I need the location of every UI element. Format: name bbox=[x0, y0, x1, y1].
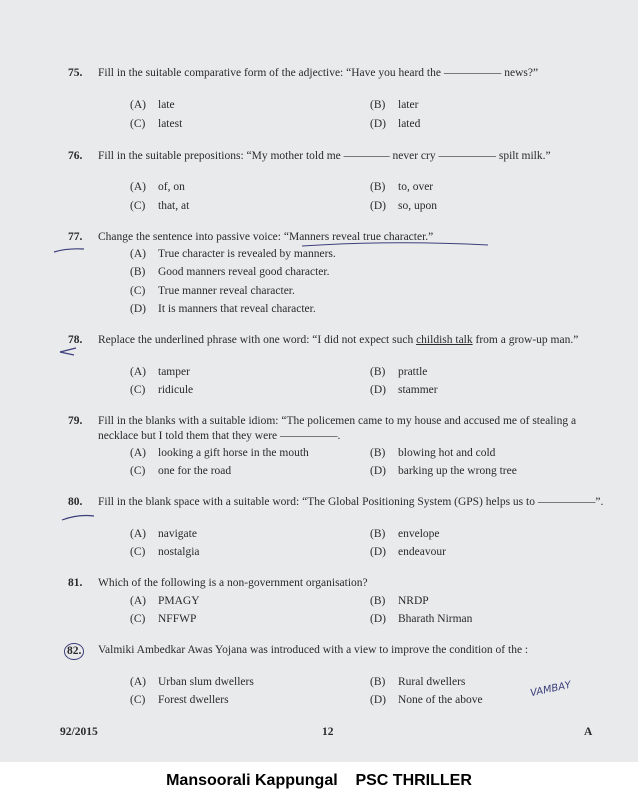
option-text: to, over bbox=[398, 181, 434, 193]
question-text: Change the sentence into passive voice: “Manners reveal true character.” bbox=[98, 231, 434, 243]
option-d bbox=[370, 613, 472, 625]
option-letter: (D) bbox=[370, 546, 386, 558]
option-c bbox=[130, 384, 193, 396]
option-b bbox=[130, 266, 329, 278]
option-d bbox=[370, 465, 517, 477]
option-letter: (D) bbox=[370, 465, 386, 477]
option-b bbox=[370, 181, 433, 193]
question-number: 77. bbox=[68, 231, 83, 243]
option-b bbox=[370, 528, 440, 540]
option-letter: (C) bbox=[130, 465, 146, 477]
option-letter: (C) bbox=[130, 118, 146, 130]
question-text-part: from a grow-up man.” bbox=[472, 334, 579, 346]
option-text: It is manners that reveal character. bbox=[158, 303, 316, 315]
option-letter: (D) bbox=[370, 200, 386, 212]
question-text: Valmiki Ambedkar Awas Yojana was introduced with a view to improve the condition of the : bbox=[98, 644, 529, 656]
option-text: late bbox=[158, 99, 175, 111]
question-number: 79. bbox=[68, 415, 83, 427]
option-letter: (B) bbox=[370, 676, 386, 688]
question-number: 78. bbox=[68, 334, 83, 346]
option-b bbox=[370, 366, 427, 378]
option-text: of, on bbox=[158, 181, 185, 193]
series-label: A bbox=[584, 726, 593, 738]
question-text: Fill in the suitable prepositions: “My mother told me ———— never cry ————— spilt milk.” bbox=[98, 150, 551, 162]
option-text: latest bbox=[158, 118, 183, 130]
credit-brand: PSC THRILLER bbox=[355, 772, 472, 789]
option-letter: (B) bbox=[370, 447, 386, 459]
paper-code: 92/2015 bbox=[60, 726, 98, 738]
credit-author: Mansoorali Kappungal bbox=[166, 772, 338, 789]
option-d bbox=[370, 200, 437, 212]
underlined-phrase: childish talk bbox=[416, 334, 473, 346]
handwritten-circle: 82. bbox=[64, 643, 84, 660]
option-text: navigate bbox=[158, 528, 197, 540]
option-c bbox=[130, 465, 231, 477]
credit-banner bbox=[0, 772, 638, 790]
option-letter: (C) bbox=[130, 384, 146, 396]
option-text: blowing hot and cold bbox=[398, 447, 496, 459]
option-letter: (A) bbox=[130, 528, 146, 540]
option-a bbox=[130, 99, 175, 111]
option-letter: (D) bbox=[370, 118, 386, 130]
option-letter: (C) bbox=[130, 546, 146, 558]
option-text: PMAGY bbox=[158, 595, 200, 607]
option-letter: (C) bbox=[130, 694, 146, 706]
option-text: Urban slum dwellers bbox=[158, 676, 254, 688]
option-c bbox=[130, 546, 200, 558]
question-number: 80. bbox=[68, 496, 83, 508]
handwritten-underline-mark bbox=[300, 236, 490, 250]
option-text: barking up the wrong tree bbox=[398, 465, 517, 477]
option-letter: (C) bbox=[130, 285, 146, 297]
option-b bbox=[370, 676, 465, 688]
option-text: lated bbox=[398, 118, 421, 130]
option-letter: (B) bbox=[370, 528, 386, 540]
option-text: Rural dwellers bbox=[398, 676, 466, 688]
option-text: tamper bbox=[158, 366, 190, 378]
option-d bbox=[370, 384, 438, 396]
option-a bbox=[130, 181, 185, 193]
question-text: Fill in the blank space with a suitable word: “The Global Positioning System (GPS) helps us to —————”. bbox=[98, 496, 604, 508]
option-text: so, upon bbox=[398, 200, 437, 212]
option-letter: (D) bbox=[370, 613, 386, 625]
option-c bbox=[130, 613, 196, 625]
option-text: looking a gift horse in the mouth bbox=[158, 447, 309, 459]
question-text: Which of the following is a non-government organisation? bbox=[98, 577, 368, 589]
option-letter: (A) bbox=[130, 676, 146, 688]
question-number: 75. bbox=[68, 67, 83, 79]
question-text: Fill in the blanks with a suitable idiom: “The policemen came to my house and accused me of stealing a necklace but I told them that they were —————. bbox=[98, 415, 577, 442]
option-text: True character is revealed by manners. bbox=[158, 248, 336, 260]
option-a bbox=[130, 676, 254, 688]
option-letter: (B) bbox=[370, 181, 386, 193]
option-b bbox=[370, 447, 495, 459]
option-letter: (D) bbox=[370, 694, 386, 706]
option-text: Bharath Nirman bbox=[398, 613, 473, 625]
option-letter: (B) bbox=[370, 99, 386, 111]
option-d bbox=[370, 546, 446, 558]
option-letter: (A) bbox=[130, 366, 146, 378]
page-number: 12 bbox=[322, 726, 334, 738]
option-text: endeavour bbox=[398, 546, 446, 558]
option-letter: (A) bbox=[130, 248, 146, 260]
option-letter: (A) bbox=[130, 447, 146, 459]
handwritten-dash-mark bbox=[52, 246, 86, 254]
option-d bbox=[370, 694, 483, 706]
option-text: ridicule bbox=[158, 384, 194, 396]
option-letter: (C) bbox=[130, 200, 146, 212]
option-a bbox=[130, 595, 200, 607]
option-text: None of the above bbox=[398, 694, 483, 706]
option-a bbox=[130, 366, 190, 378]
handwritten-note: VAMBAY bbox=[529, 679, 573, 700]
option-text: that, at bbox=[158, 200, 190, 212]
option-text: Good manners reveal good character. bbox=[158, 266, 330, 278]
option-text: nostalgia bbox=[158, 546, 200, 558]
option-text: Forest dwellers bbox=[158, 694, 229, 706]
option-d bbox=[130, 303, 316, 315]
option-text: later bbox=[398, 99, 419, 111]
option-b bbox=[370, 595, 429, 607]
option-letter: (A) bbox=[130, 99, 146, 111]
option-letter: (B) bbox=[370, 595, 386, 607]
option-letter: (B) bbox=[370, 366, 386, 378]
handwritten-arrow-mark bbox=[56, 345, 80, 357]
option-letter: (D) bbox=[130, 303, 146, 315]
option-c bbox=[130, 285, 295, 297]
option-a bbox=[130, 447, 309, 459]
option-b bbox=[370, 99, 418, 111]
question-number bbox=[64, 643, 84, 660]
question-number: 81. bbox=[68, 577, 83, 589]
option-text: NRDP bbox=[398, 595, 429, 607]
question-text: Fill in the suitable comparative form of the adjective: “Have you heard the ————— news?” bbox=[98, 67, 539, 79]
option-c bbox=[130, 118, 182, 130]
handwritten-dash-mark bbox=[60, 512, 96, 522]
option-text: stammer bbox=[398, 384, 438, 396]
option-c bbox=[130, 694, 229, 706]
option-letter: (D) bbox=[370, 384, 386, 396]
option-c bbox=[130, 200, 189, 212]
option-text: NFFWP bbox=[158, 613, 197, 625]
question-text bbox=[98, 333, 608, 348]
question-text-part: Replace the underlined phrase with one word: “I did not expect such bbox=[98, 334, 417, 346]
option-text: prattle bbox=[398, 366, 428, 378]
option-a bbox=[130, 528, 197, 540]
option-d bbox=[370, 118, 420, 130]
option-text: True manner reveal character. bbox=[158, 285, 295, 297]
option-letter: (B) bbox=[130, 266, 146, 278]
option-letter: (C) bbox=[130, 613, 146, 625]
option-text: envelope bbox=[398, 528, 440, 540]
option-letter: (A) bbox=[130, 595, 146, 607]
question-number: 76. bbox=[68, 150, 83, 162]
option-letter: (A) bbox=[130, 181, 146, 193]
option-text: one for the road bbox=[158, 465, 232, 477]
